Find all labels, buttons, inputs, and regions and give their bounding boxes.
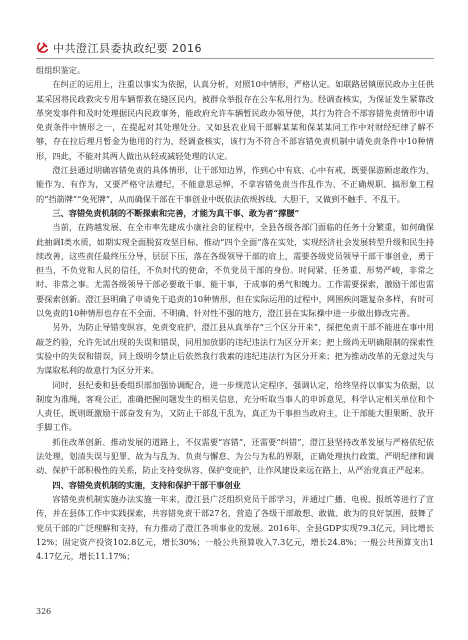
paragraph: 另外，为防止导错变纵容，免责变庇护，澄江县从真举存“三个区分开来”，探把免责干部不能进在事中用敲芝约验，允许先试出现的失误和错误，同用加放影的违纪违法行为区分开来；把上级尚无明确限制的探索性实验中的失误和错误，同上级明令禁止后依然我行我素的违纪违法行为区分开来；把为推动改革的无意过失与为谋取私利的故意行为区分开来。 — [36, 322, 434, 376]
section-heading: 三、容错免责机制的不断探索和完善，才能为真干事、敢为者“撑腰” — [52, 207, 300, 218]
header-title: 中共澄江县委执政纪要 2016 — [53, 42, 202, 55]
party-emblem-icon — [36, 40, 50, 54]
paragraph: 抓住改革创新、推动发展的道路上，不仅需要“容错”，还需要“纠错”，澄江县坚持改革发展与严格依纪依法处理，划清失误与犯罪、故为与乱为、负责与懈怠、为公与为私的界限，正确处理执行政策、严明纪律和调动、保护干部积极性的关系，防止支持变纵容、保护变庇护，让作风建设来远在路上，从严治党真正严起来。 — [36, 436, 434, 476]
page-number: 326 — [36, 607, 52, 616]
document-body — [36, 63, 434, 563]
paragraph: 澄江县通过明确容错免责的具体情形，让干部知边界，作到心中有底、心中有戒，既要保游顾虑敢作为、能作为、有作为，又要严格守法遵纪，不能意思忌惮，不拿容错免责当作乱作为、不正确规职、搞形象工程的“挡箭牌”“免死牌”，从而确保干部在干事创业中既依法依规拆线、大胆干，又做到不触手、不乱干。 — [36, 165, 434, 204]
paragraph: 同时，县纪委和县委组织部加强协调配合，进一步规范认定程序，强调认定，给终坚持以事实为依据，以制度为准绳，客观公正，准确把握问题发生的相关信息，充分听取当事人的申诉意见，科学认定相关单位和个人责任，既则既激励干部奋发有为，又防止干部乱干乱为，真正为干事担当政府主，让干部能大胆果断、放开手脚工作。 — [36, 379, 434, 433]
paragraph: 在纠正的运用上，注重以事实为依据，认真分析，对照10中情形，严格认定。如联路居镇原民政办主任供某采因将民政救灾专用车辆帮救在缝区民内，被群众举报存在公车私用行为。经调查核实，为保证发生紧靠改革突发事件和及时处理据民内民政事务，能政府允许车辆暂民政办领导使，其行为符合不部容错免责情形中请免责条件中情形之一，在提起对其处理处分。又如县农业局干部解某某和保某某同工作中对财经纪律了解不够，存在拉后理月暂金为他用的行为，经调查核实，该行为不符合不部容错免责机制中请免责条件中10种情形，四此，不能对其两人做出从轻或减轻处理的认定。 — [36, 79, 434, 161]
paragraph: 组组织鉴定。 — [36, 65, 86, 75]
paragraph: 当前，在跨越发展、在全市率先建成小康社会的征程中，全县各级各部门面临的任务十分繁重，如何确保此抽调Ⅰ类水质，如期实现全面脱贫攻坚目标，推动“四个全面”落在实处，实现经济社会发展转型升级和民生持续改善，这些责任最终压分导，层层下压，落在各级领导干部的肩上，需要各级党员领导干部干事创业，勇于担当，不负党和人民的信任，不负时代的使命，不负党员干部的身份。时间紧、任务重、形势严峻，非常之时、非常之事。尤需各级领导干部必要敢干事、能干事，于成事的勇气和魄力。工作需要探索，激励干部也需要探索创新。澄江县明确了申请免于追责的10种情形，但在实际运用的过程中，网围疾问题复杂多样，有时可以免责的10种情形也存在不全面、不明确、针对性不强的地方，澄江县在实际操中进一步做出修改完善。 — [36, 222, 434, 319]
section-heading: 四、容错免责机制的实施，支持和保护干部干事创业 — [52, 479, 241, 490]
page-header — [0, 0, 468, 70]
header-divider — [36, 58, 434, 59]
paragraph: 容错免责机制实施办法实施一年来，澄江县广泛组织党员干部学习，并通过广播、电视、报纸等进行了宣传，并在县体工作中实践探索，共容错免责干部27名，营造了各级干部敢想、敢做、敢为的良好氛围，鼓舞了党员干部的广泛理解和支持，有力推动了澄江各项事业的发展。2016年，全县GDP实现79.3亿元，同比增长12%；固定资产投资102.8亿元，增长30%；一般公共预算收入7.3亿元，增长24.8%；一般公共预算支出14.17亿元，增长11.17%； — [36, 493, 434, 562]
